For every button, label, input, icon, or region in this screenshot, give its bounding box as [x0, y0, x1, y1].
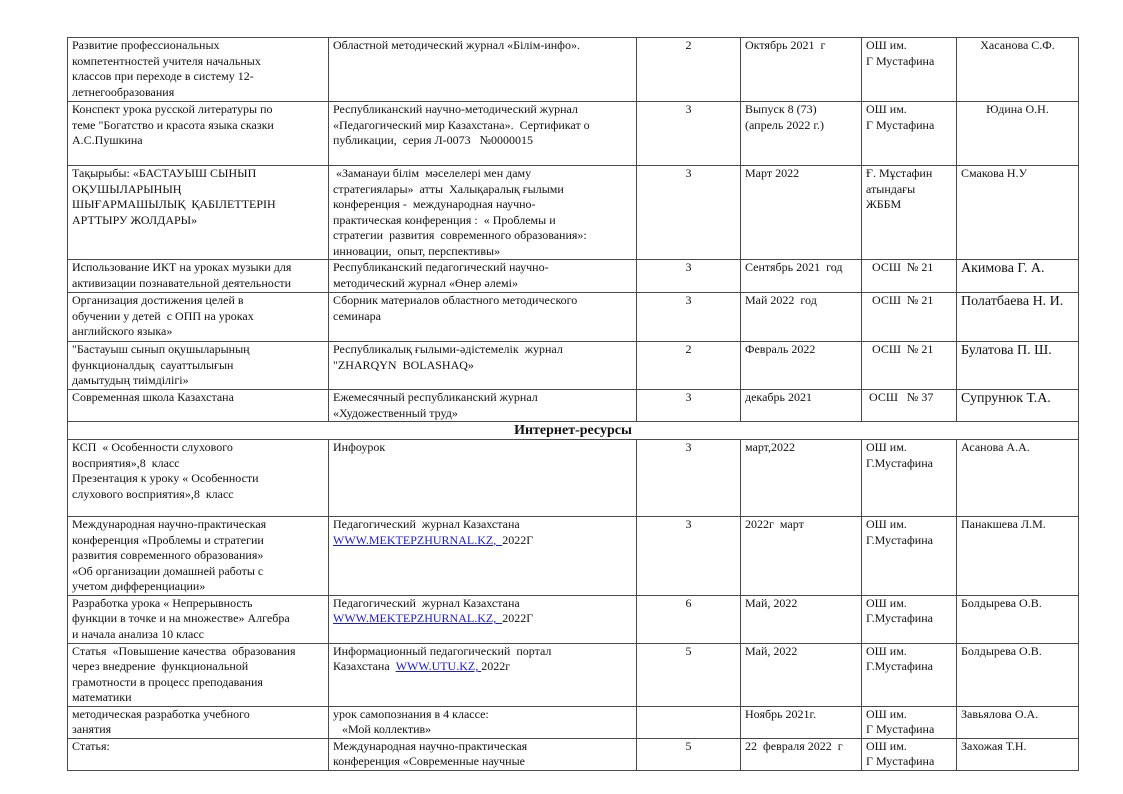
topic-cell — [68, 166, 329, 260]
topic-cell — [68, 342, 329, 390]
author-name: Полатбаева Н. И. — [961, 294, 1064, 309]
table-row — [68, 595, 1079, 643]
text-line: Тақырыбы: «БАСТАУЫШ СЫНЫП — [72, 166, 257, 180]
publication-cell — [329, 706, 637, 738]
date-cell — [741, 102, 862, 166]
date-cell — [741, 342, 862, 390]
text-line: конференция «Проблемы и стратегии — [72, 532, 264, 547]
table-row — [68, 390, 1079, 422]
table-row — [68, 293, 1079, 342]
text-line — [333, 533, 632, 549]
text-line: Май 2022 год — [745, 293, 817, 307]
date-cell — [741, 706, 862, 738]
pages-value: 3 — [685, 517, 692, 531]
text-line: Статья «Повышение качества образования — [72, 643, 296, 658]
text-line: ОШ им. — [866, 595, 907, 610]
text-line: Республикалық ғылыми-әдістемелік журнал — [333, 342, 563, 356]
text-line: Г.Мустафина — [866, 455, 933, 470]
text-line: АРТТЫРУ ЖОЛДАРЫ» — [72, 212, 198, 227]
text-line: (апрель 2022 г.) — [745, 117, 824, 132]
school-cell — [862, 706, 957, 738]
table-row — [68, 342, 1079, 390]
topic-cell — [68, 260, 329, 293]
pages-cell — [637, 390, 741, 422]
author-name: Булатова П. Ш. — [961, 343, 1052, 358]
table-row — [68, 440, 1079, 517]
text-line: методическая разработка учебного — [72, 706, 250, 721]
author-cell — [957, 643, 1079, 706]
pages-value: 3 — [685, 102, 692, 116]
text-line: Педагогический журнал Казахстана — [333, 517, 520, 531]
text-line: Сборник материалов областного методического — [333, 293, 578, 307]
author-name: Супрунюк Т.А. — [961, 391, 1051, 406]
pages-cell — [637, 738, 741, 770]
pages-cell — [637, 260, 741, 293]
text-line: слухового восприятия»,8 класс — [72, 486, 234, 501]
text-line: Ғ. Мұстафин — [866, 166, 933, 180]
topic-cell — [68, 706, 329, 738]
text-line: «Художественный труд» — [333, 405, 458, 420]
publication-cell — [329, 643, 637, 706]
text-line: Март 2022 — [745, 166, 800, 180]
text-line: ОСШ № 21 — [866, 260, 934, 274]
table-row — [68, 166, 1079, 260]
text-line: Г.Мустафина — [866, 611, 933, 625]
author-name: Захожая Т.Н. — [961, 738, 1027, 753]
text-line: ОШ им. — [866, 517, 907, 531]
pages-value: 3 — [685, 390, 692, 404]
text-line: Сентябрь 2021 год — [745, 260, 843, 274]
text-line: Май, 2022 — [745, 643, 798, 658]
school-cell — [862, 595, 957, 643]
text-line: Международная научно-практическая — [72, 517, 267, 531]
text-line: математики — [72, 690, 132, 704]
text-line — [333, 659, 632, 675]
publication-cell — [329, 390, 637, 422]
text-line: "ZHARQYN BOLASHAQ» — [333, 357, 474, 372]
text-line: ОСШ № 37 — [866, 390, 934, 404]
text-line — [333, 611, 632, 627]
pages-value: 3 — [685, 440, 692, 454]
text-line: Октябрь 2021 г — [745, 38, 826, 52]
author-cell — [957, 38, 1079, 102]
author-cell — [957, 390, 1079, 422]
text-line: «Мой коллектив» — [333, 722, 432, 736]
publication-year: 2022г — [481, 659, 511, 673]
text-line: Статья: — [72, 738, 110, 753]
author-name: Хасанова С.Ф. — [980, 38, 1055, 52]
author-cell — [957, 595, 1079, 643]
pages-value: 2 — [685, 38, 692, 52]
text-line: инновации, опыт, перспективы» — [333, 243, 501, 258]
author-cell — [957, 260, 1079, 293]
text-line: декабрь 2021 — [745, 390, 812, 404]
table-row — [68, 738, 1079, 770]
text-line: публикации, серия Л-0073 №0000015 — [333, 133, 534, 147]
author-name: Асанова А.А. — [961, 440, 1030, 454]
text-line: ШЫҒАРМАШЫЛЫҚ ҚАБІЛЕТТЕРІН — [72, 197, 276, 211]
pages-cell — [637, 38, 741, 102]
author-cell — [957, 440, 1079, 517]
publication-cell — [329, 738, 637, 770]
date-cell — [741, 738, 862, 770]
text-line: классов при переходе в систему 12- — [72, 69, 254, 83]
text-line: стратегиялары» атты Халықаралық ғылыми — [333, 181, 564, 196]
author-cell — [957, 517, 1079, 596]
text-line: методический журнал «Өнер әлемі» — [333, 275, 518, 290]
text-line: и начала анализа 10 класс — [72, 626, 204, 641]
publication-cell — [329, 595, 637, 643]
text-line: ОШ им. — [866, 440, 907, 454]
pages-cell — [637, 517, 741, 596]
date-cell — [741, 440, 862, 517]
publication-year: 2022Г — [502, 532, 534, 547]
pages-cell — [637, 595, 741, 643]
pages-cell — [637, 102, 741, 166]
author-cell — [957, 166, 1079, 260]
text-line: 2022г март — [745, 517, 804, 531]
publication-cell — [329, 102, 637, 166]
text-line: Г Мустафина — [866, 117, 935, 132]
publication-cell — [329, 260, 637, 293]
text-line: Использование ИКТ на уроках музыки для — [72, 260, 292, 274]
date-cell — [741, 390, 862, 422]
school-cell — [862, 293, 957, 342]
author-name: Болдырева О.В. — [961, 595, 1042, 610]
text-line: Педагогический журнал Казахстана — [333, 595, 520, 610]
text-line: ОШ им. — [866, 102, 907, 116]
topic-cell — [68, 738, 329, 770]
text-line: Республиканский педагогический научно- — [333, 260, 549, 274]
text-line: «Заманауи білім мәселелері мен даму — [333, 166, 532, 180]
text-line: семинара — [333, 308, 381, 323]
text-line: Республиканский научно-методический журнал — [333, 102, 578, 116]
pages-value: 3 — [685, 166, 692, 180]
school-cell — [862, 440, 957, 517]
text-line: Разработка урока « Непрерывность — [72, 595, 253, 610]
publications-table — [67, 37, 1079, 771]
pages-cell — [637, 706, 741, 738]
text-line: март,2022 — [745, 440, 796, 454]
text-line: функции в точке и на множестве» Алгебра — [72, 611, 290, 625]
text-line: обучении у детей с ОПП на уроках — [72, 308, 254, 323]
pages-cell — [637, 166, 741, 260]
school-cell — [862, 517, 957, 596]
text-line: дамытудың тиімділігі» — [72, 373, 189, 387]
publication-cell — [329, 38, 637, 102]
text-line: Г Мустафина — [866, 53, 935, 68]
publication-cell — [329, 166, 637, 260]
text-line: компетентностей учителя начальных — [72, 53, 261, 68]
text-line: Инфоурок — [333, 440, 386, 454]
topic-cell — [68, 38, 329, 102]
author-name: Панакшева Л.М. — [961, 517, 1046, 531]
school-cell — [862, 342, 957, 390]
text-line: Ежемесячный республиканский журнал — [333, 390, 538, 404]
text-line: ОШ им. — [866, 38, 907, 52]
text-line: ОШ им. — [866, 643, 907, 658]
text-line: Современная школа Казахстана — [72, 390, 234, 404]
date-cell — [741, 166, 862, 260]
text-line: Развитие профессиональных — [72, 38, 220, 52]
author-cell — [957, 706, 1079, 738]
author-cell — [957, 342, 1079, 390]
school-cell — [862, 738, 957, 770]
publication-prefix: Казахстана — [333, 659, 396, 673]
text-line: ЖББМ — [866, 197, 902, 211]
text-line: Ноябрь 2021г. — [745, 706, 817, 721]
text-line: А.С.Пушкина — [72, 133, 143, 147]
text-line: 22 февраля 2022 г — [745, 738, 843, 753]
author-name: Юдина О.Н. — [986, 102, 1049, 116]
pages-cell — [637, 643, 741, 706]
text-line: ОШ им. — [866, 738, 907, 753]
pages-cell — [637, 440, 741, 517]
text-line: Презентация к уроку « Особенности — [72, 471, 259, 485]
author-cell — [957, 102, 1079, 166]
text-line: Г.Мустафина — [866, 659, 933, 673]
pages-cell — [637, 293, 741, 342]
section-title: Интернет-ресурсы — [68, 422, 1079, 440]
topic-cell — [68, 643, 329, 706]
date-cell — [741, 38, 862, 102]
school-cell — [862, 260, 957, 293]
text-line: Г Мустафина — [866, 754, 935, 768]
pages-value: 2 — [685, 342, 692, 356]
text-line: теме "Богатство и красота языка сказки — [72, 117, 274, 132]
school-cell — [862, 390, 957, 422]
school-cell — [862, 38, 957, 102]
pages-value: 3 — [685, 293, 692, 307]
table-row — [68, 38, 1079, 102]
table-row — [68, 102, 1079, 166]
school-cell — [862, 643, 957, 706]
author-cell — [957, 293, 1079, 342]
author-name: Смакова Н.У — [961, 166, 1028, 180]
text-line: Областной методический журнал «Білім-инфо». — [333, 38, 580, 52]
text-line: Информационный педагогический портал — [333, 643, 552, 658]
date-cell — [741, 293, 862, 342]
text-line: атындағы — [866, 181, 916, 196]
text-line: грамотности в процесс преподавания — [72, 674, 263, 689]
text-line: "Бастауыш сынып оқушыларының — [72, 342, 250, 356]
pages-cell — [637, 342, 741, 390]
table-row — [68, 260, 1079, 293]
text-line: конференция - международная научно- — [333, 197, 536, 211]
table-row — [68, 517, 1079, 596]
text-line: Г Мустафина — [866, 722, 935, 736]
text-line: Конспект урока русской литературы по — [72, 102, 273, 116]
section-header-row — [68, 422, 1079, 440]
text-line: конференция «Современные научные — [333, 754, 525, 768]
text-line: ОҚУШЫЛАРЫНЫҢ — [72, 181, 182, 196]
text-line: восприятия»,8 класс — [72, 455, 180, 470]
text-line: КСП « Особенности слухового — [72, 440, 233, 454]
text-line: ОСШ № 21 — [866, 342, 934, 356]
text-line: через внедрение функциональной — [72, 659, 249, 673]
text-line: урок самопознания в 4 классе: — [333, 706, 489, 721]
text-line: «Об организации домашней работы с — [72, 563, 264, 578]
date-cell — [741, 517, 862, 596]
text-line: Г.Мустафина — [866, 532, 933, 547]
date-cell — [741, 595, 862, 643]
text-line: занятия — [72, 722, 112, 736]
text-line: Май, 2022 — [745, 595, 798, 610]
pages-value: 3 — [685, 260, 692, 274]
text-line: «Педагогический мир Казахстана». Сертификат о — [333, 117, 590, 132]
topic-cell — [68, 440, 329, 517]
text-line: Выпуск 8 (73) — [745, 102, 817, 116]
text-line: Организация достижения целей в — [72, 293, 244, 307]
author-name: Акимова Г. А. — [961, 261, 1045, 276]
author-cell — [957, 738, 1079, 770]
text-line: Февраль 2022 — [745, 342, 816, 356]
topic-cell — [68, 390, 329, 422]
text-line: английского языка» — [72, 324, 173, 338]
author-name: Завьялова О.А. — [961, 706, 1039, 721]
pages-value: 5 — [685, 738, 692, 753]
school-cell — [862, 102, 957, 166]
date-cell — [741, 260, 862, 293]
publication-cell — [329, 440, 637, 517]
publication-year: 2022Г — [502, 611, 534, 625]
text-line: ОСШ № 21 — [866, 293, 934, 307]
text-line: практическая конференция : « Проблемы и — [333, 212, 556, 227]
publication-link[interactable]: WWW.MEKTEPZHURNAL.KZ, — [333, 532, 503, 547]
topic-cell — [68, 595, 329, 643]
pages-value: 6 — [685, 595, 692, 610]
publication-link[interactable]: WWW.MEKTEPZHURNAL.KZ, — [333, 611, 503, 625]
text-line: активизации познавательной деятельности — [72, 275, 292, 290]
text-line: летнегообразования — [72, 84, 175, 99]
text-line: учетом дифференциации» — [72, 579, 206, 593]
date-cell — [741, 643, 862, 706]
topic-cell — [68, 102, 329, 166]
publication-cell — [329, 293, 637, 342]
publication-cell — [329, 342, 637, 390]
table-row — [68, 706, 1079, 738]
text-line: ОШ им. — [866, 706, 907, 721]
topic-cell — [68, 293, 329, 342]
text-line: функционалдық сауаттылығын — [72, 357, 234, 372]
publication-cell — [329, 517, 637, 596]
table-row — [68, 643, 1079, 706]
author-name: Болдырева О.В. — [961, 643, 1042, 658]
text-line: развития современного образования» — [72, 548, 264, 562]
topic-cell — [68, 517, 329, 596]
pages-value: 5 — [685, 643, 692, 658]
text-line: Международная научно-практическая — [333, 738, 528, 753]
text-line: стратегии развития современного образования»: — [333, 228, 587, 242]
publication-link[interactable]: WWW.UTU.KZ, — [395, 659, 482, 673]
school-cell — [862, 166, 957, 260]
